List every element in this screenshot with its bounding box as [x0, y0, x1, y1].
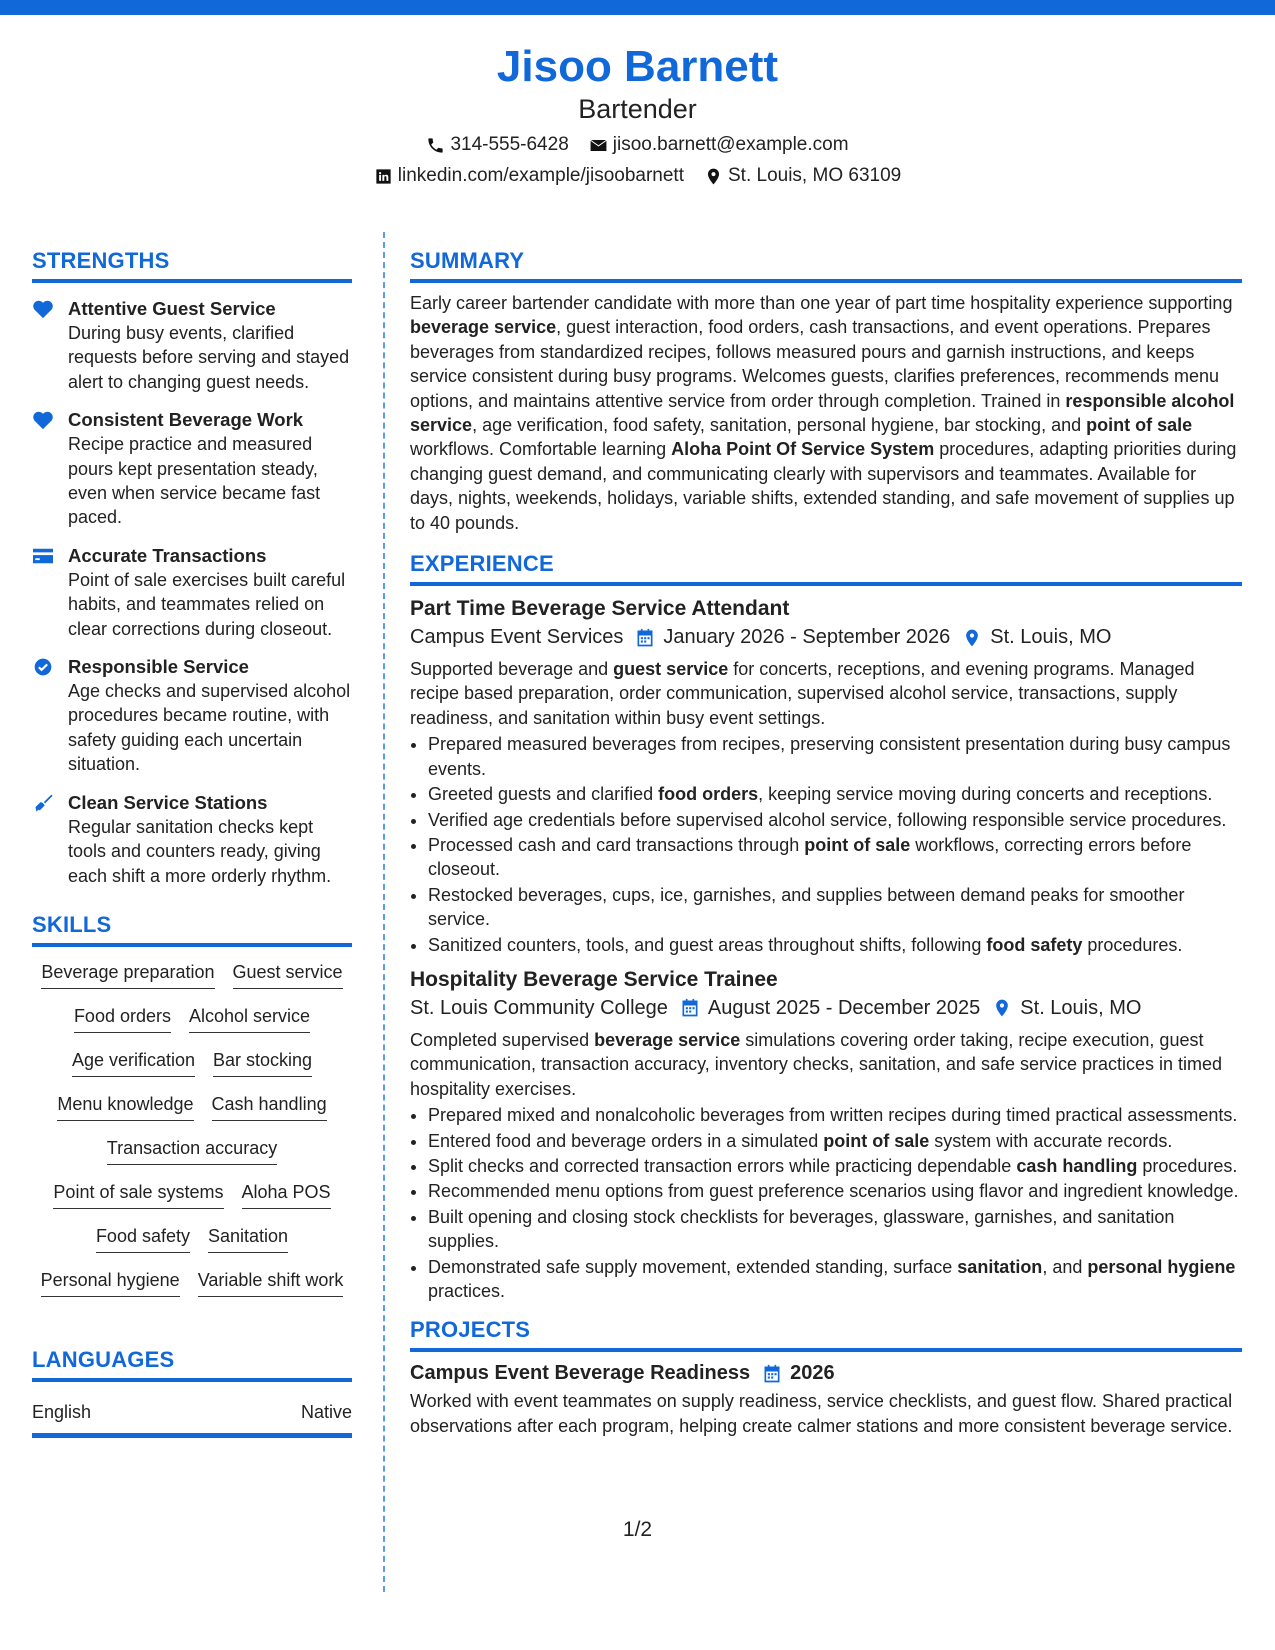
heart-icon	[32, 410, 54, 430]
job-entry	[410, 967, 1242, 1303]
page-number: 1/2	[622, 1518, 653, 1541]
job-bullet: • Prepared measured beverages from recipes, preserving consistent presentation during busy campus events.	[428, 732, 1242, 781]
skill-tag: Cash handling	[212, 1093, 327, 1121]
credit-card-icon	[32, 546, 54, 566]
contact-linkedin[interactable]	[374, 165, 684, 187]
skill-tag: Transaction accuracy	[107, 1137, 277, 1165]
job-dates: January 2026 - September 2026	[663, 626, 951, 649]
contact-line-2	[0, 165, 1275, 187]
job-description: Completed supervised beverage service simulations covering order taking, recipe execution, guest communication, transaction accuracy, inventory checks, sanitation, and safe service practices in timed hospitality exercises.	[410, 1029, 1223, 1099]
languages-heading: LANGUAGES	[32, 1347, 352, 1382]
job-bullet: • Built opening and closing stock checklists for beverages, glassware, garnishes, and sanitation supplies.	[428, 1205, 1242, 1254]
job-title: Hospitality Beverage Service Trainee	[410, 967, 778, 991]
skills-heading: SKILLS	[32, 912, 352, 947]
job-bullet: • Sanitized counters, tools, and guest areas throughout shifts, following food safety procedures.	[428, 933, 1242, 957]
job-bullet: • Demonstrated safe supply movement, extended standing, surface sanitation, and personal hygiene practices.	[428, 1255, 1242, 1304]
summary-text: Early career bartender candidate with more than one year of part time hospitality experience supporting beverage service, guest interaction, food orders, cash transactions, and event operations. Prepares beverages from standardized recipes, follows measured pours and garnish instructions, and keeps service consistent during busy programs. Welcomes guests, clarifies preferences, recommends menu options, and maintains attentive service from order through completion. Trained in responsible alcohol service, age verification, food safety, sanitation, personal hygiene, bar stocking, and point of sale workflows. Comfortable learning Aloha Point Of Service System procedures, adapting priorities during changing guest demand, and communicating clearly with supervisors and teammates. Available for days, nights, weekends, holidays, variable shifts, extended standing, and safe movement of supplies up to 40 pounds.	[410, 293, 1237, 533]
skill-tag: Aloha POS	[242, 1181, 331, 1209]
strength-title: Clean Service Stations	[68, 791, 268, 813]
broom-icon	[32, 793, 54, 813]
strength-desc: During busy events, clarified requests before serving and stayed alert to changing guest needs.	[68, 323, 350, 392]
summary-heading: SUMMARY	[410, 248, 1242, 283]
job-bullet: • Verified age credentials before supervised alcohol service, following responsible service procedures.	[428, 808, 1242, 832]
strength-title: Attentive Guest Service	[68, 298, 276, 319]
language-level: Native	[300, 1401, 352, 1422]
phone-icon	[426, 136, 445, 155]
job-bullets	[410, 1103, 1242, 1303]
skill-tag: Alcohol service	[189, 1005, 310, 1033]
candidate-role: Bartender	[578, 94, 697, 124]
skill-tag: Menu knowledge	[57, 1093, 193, 1121]
check-circle-icon	[32, 657, 54, 677]
strength-item	[32, 408, 352, 530]
job-bullet: • Greeted guests and clarified food orders, keeping service moving during concerts and receptions.	[428, 782, 1242, 806]
job-meta	[410, 626, 1242, 649]
project-title: Campus Event Beverage Readiness	[410, 1362, 751, 1385]
linkedin-icon	[374, 167, 393, 186]
map-pin-icon	[704, 167, 723, 186]
envelope-icon	[589, 136, 608, 155]
email-text: jisoo.barnett@example.com	[612, 134, 849, 155]
left-column	[32, 248, 352, 1438]
job-company: St. Louis Community College	[410, 996, 668, 1019]
contact-email[interactable]	[589, 134, 849, 156]
skill-tag: Point of sale systems	[53, 1181, 223, 1209]
location-text: St. Louis, MO 63109	[728, 165, 902, 186]
heart-icon	[32, 299, 54, 319]
job-bullet: • Prepared mixed and nonalcoholic beverages from written recipes during timed practical assessments.	[428, 1103, 1242, 1127]
top-accent-bar	[0, 0, 1275, 15]
job-entry	[410, 596, 1242, 957]
contact-phone[interactable]	[426, 134, 568, 156]
strength-title: Accurate Transactions	[68, 544, 267, 566]
strength-item	[32, 544, 352, 641]
strength-desc: Regular sanitation checks kept tools and counters ready, giving each shift a more orderly rhythm.	[68, 816, 332, 886]
map-pin-icon	[992, 998, 1012, 1018]
strength-item	[32, 655, 352, 777]
experience-heading: EXPERIENCE	[410, 551, 1242, 586]
right-column	[410, 248, 1242, 1438]
calendar-icon	[762, 1364, 782, 1384]
skill-tag: Beverage preparation	[41, 961, 214, 989]
strengths-heading: STRENGTHS	[32, 248, 352, 283]
skill-tag: Food safety	[96, 1225, 190, 1253]
job-bullet: • Restocked beverages, cups, ice, garnishes, and supplies between demand peaks for smoother service.	[428, 883, 1242, 932]
strength-desc: Recipe practice and measured pours kept presentation steady, even when service became fast paced.	[68, 434, 321, 528]
skill-tag: Food orders	[74, 1005, 171, 1033]
skill-tag: Guest service	[233, 961, 343, 989]
column-divider	[383, 232, 385, 1592]
strength-item	[32, 791, 352, 888]
job-location: St. Louis, MO	[1020, 996, 1142, 1019]
project-title-row	[410, 1362, 1242, 1385]
contact-location	[704, 165, 901, 187]
job-meta	[410, 997, 1242, 1020]
job-bullet: • Entered food and beverage orders in a simulated point of sale system with accurate records.	[428, 1129, 1242, 1153]
map-pin-icon	[962, 628, 982, 648]
skill-tag: Bar stocking	[213, 1049, 312, 1077]
project-year: 2026	[790, 1362, 835, 1385]
calendar-icon	[680, 998, 700, 1018]
phone-text: 314-555-6428	[450, 134, 569, 155]
job-company: Campus Event Services	[410, 626, 624, 649]
project-description: Worked with event teammates on supply readiness, service checklists, and guest flow. Shared practical observations after each program, helping create calmer stations and more consistent beverage service.	[410, 1391, 1233, 1436]
projects-heading: PROJECTS	[410, 1317, 1242, 1352]
strength-title: Responsible Service	[68, 656, 249, 678]
language-name: English	[32, 1401, 92, 1422]
contact-line-1	[0, 134, 1275, 156]
skill-tag: Sanitation	[208, 1225, 288, 1253]
job-bullet: • Processed cash and card transactions through point of sale workflows, correcting errors before closeout.	[428, 833, 1242, 882]
strength-desc: Point of sale exercises built careful habits, and teammates relied on clear corrections during closeout.	[68, 569, 346, 639]
job-bullet: • Split checks and corrected transaction errors while practicing dependable cash handling procedures.	[428, 1154, 1242, 1178]
candidate-name: Jisoo Barnett	[496, 42, 779, 91]
strength-title: Consistent Beverage Work	[68, 409, 304, 431]
skill-tag: Variable shift work	[198, 1269, 344, 1297]
skills-list	[32, 961, 352, 1297]
strength-item	[32, 297, 352, 394]
job-dates: August 2025 - December 2025	[707, 996, 981, 1019]
job-description: Supported beverage and guest service for concerts, receptions, and evening programs. Managed recipe based preparation, order communication, supervised alcohol service, transactions, supply readiness, and sanitation within busy event settings.	[410, 659, 1195, 728]
strength-desc: Age checks and supervised alcohol procedures became routine, with safety guiding each uncertain situation.	[68, 681, 351, 775]
skill-tag: Age verification	[72, 1049, 195, 1077]
project-entry	[410, 1362, 1242, 1438]
job-title: Part Time Beverage Service Attendant	[410, 597, 790, 621]
skill-tag: Personal hygiene	[41, 1269, 180, 1297]
linkedin-text: linkedin.com/example/jisoobarnett	[397, 165, 684, 186]
job-bullet: • Recommended menu options from guest preference scenarios using flavor and ingredient knowledge.	[428, 1179, 1242, 1203]
job-location: St. Louis, MO	[990, 626, 1112, 649]
language-row	[32, 1402, 352, 1438]
job-bullets	[410, 732, 1242, 957]
calendar-icon	[635, 628, 655, 648]
